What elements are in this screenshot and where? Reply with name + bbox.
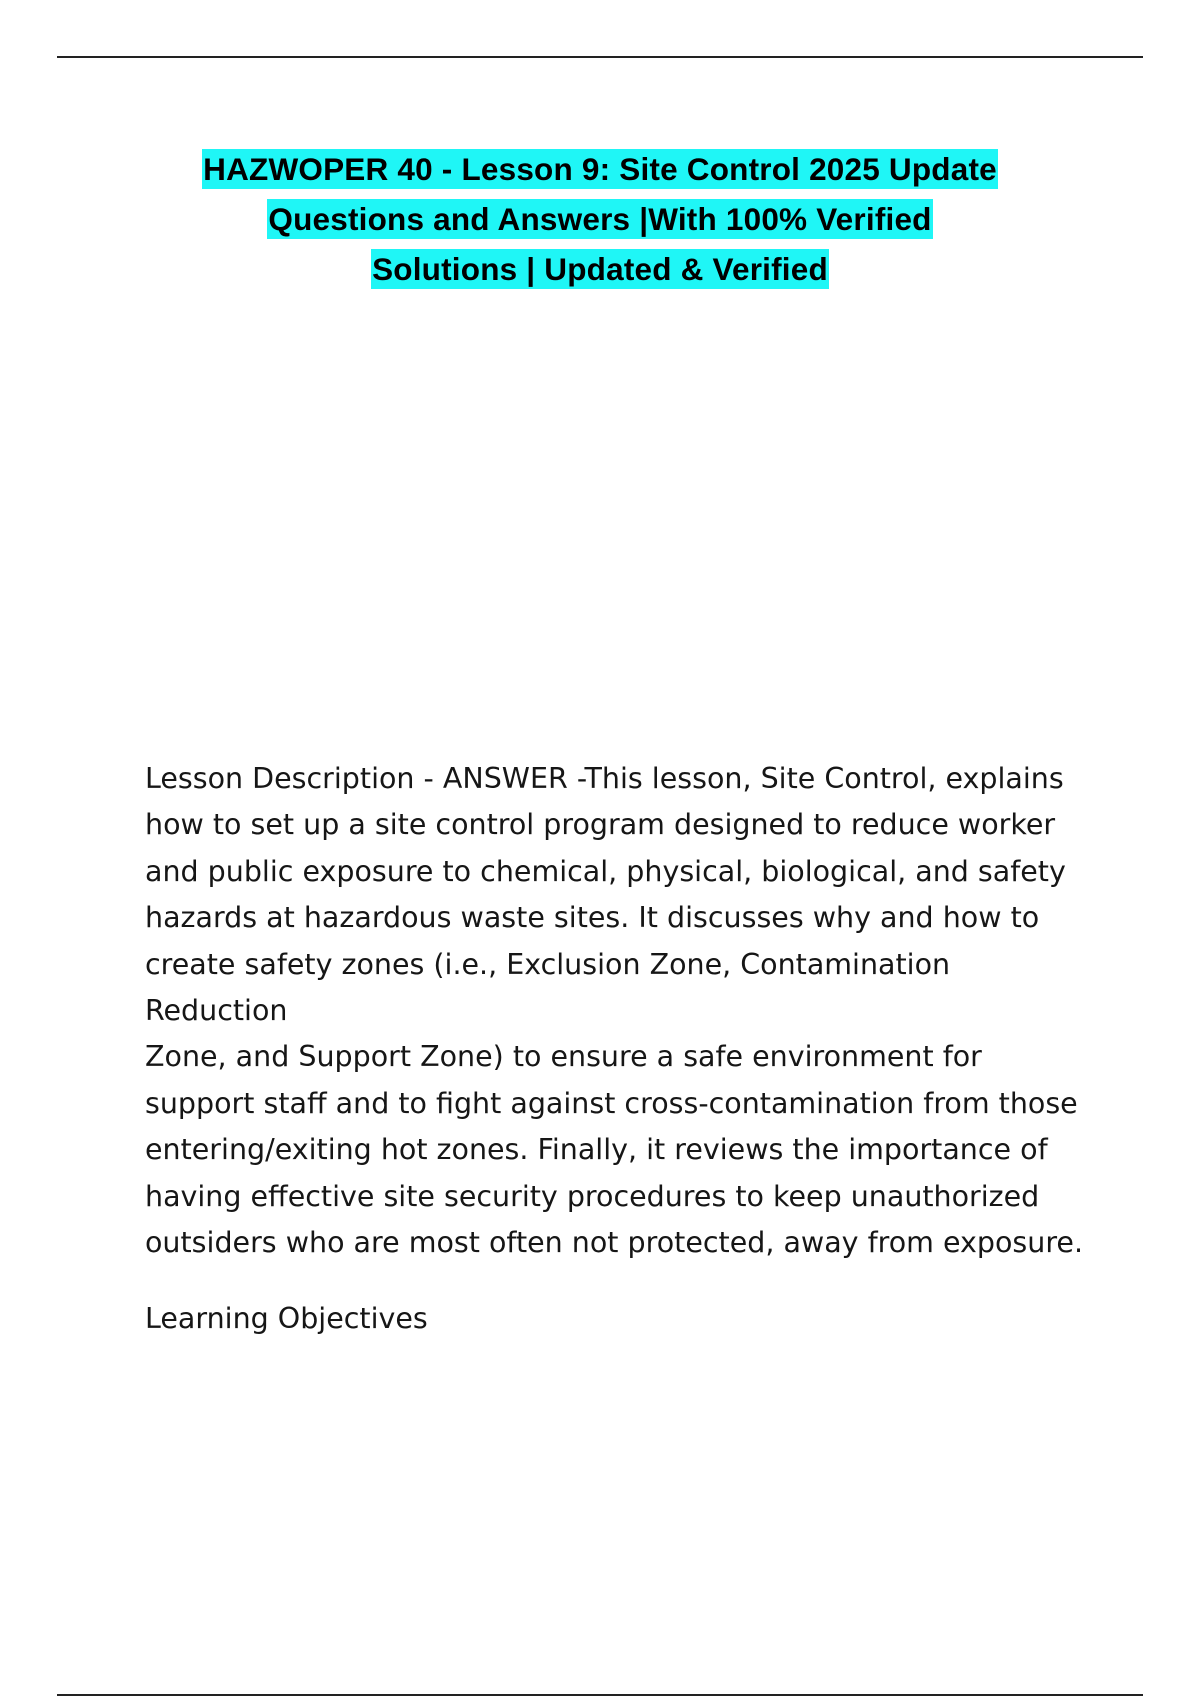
title-line-1: HAZWOPER 40 - Lesson 9: Site Control 2025 Update	[203, 151, 997, 187]
bottom-divider	[57, 1694, 1143, 1696]
lesson-description-paragraph: Lesson Description - ANSWER -This lesson, Site Control, explains how to set up a site control program designed to reduce worker and public exposure to chemical, physical, biological, and safety hazards at hazardous waste sites. It discusses why and how to create safety zones (i.e., Exclusion Zone, Contamination Reduction Zone, and Support Zone) to ensure a safe environment for support staff and to fight against cross-contamination from those entering/exiting hot zones. Finally, it reviews the importance of having effective site security procedures to keep unauthorized outsiders who are most often not protected, away from exposure.	[145, 762, 1084, 1260]
title-line-2: Questions and Answers |With 100% Verified	[268, 201, 932, 237]
title-line-3: Solutions | Updated & Verified	[372, 251, 828, 287]
learning-objectives-heading: Learning Objectives	[145, 1302, 428, 1335]
top-divider	[57, 56, 1143, 58]
document-title	[100, 144, 1100, 294]
